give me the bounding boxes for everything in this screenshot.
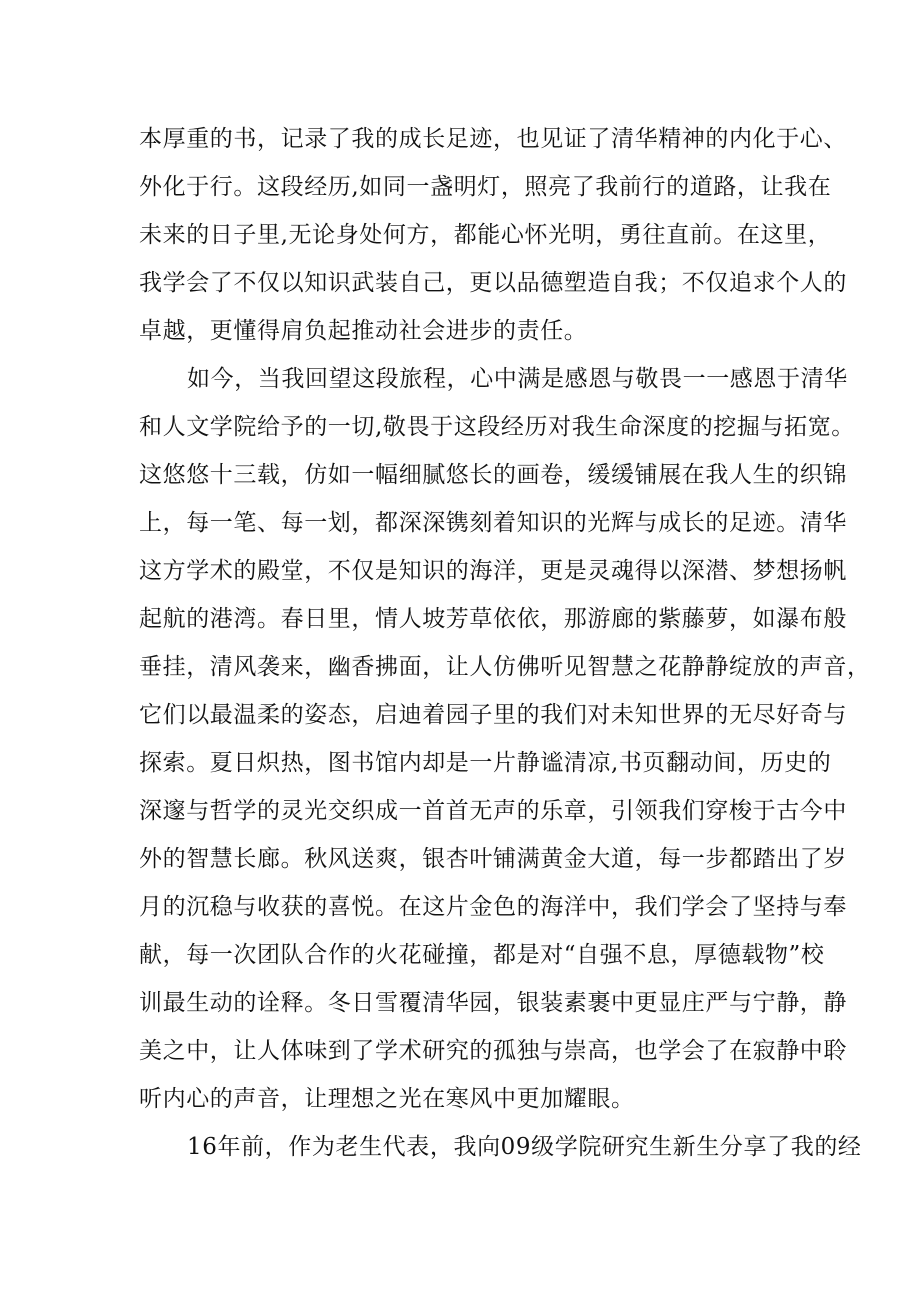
text-line: 美之中，让人体味到了学术研究的孤独与崇高，也学会了在寂静中聆 xyxy=(139,1038,847,1064)
text-line: 它们以最温柔的姿态，启迪着园子里的我们对未知世界的无尽好奇与 xyxy=(139,702,847,728)
text-line: 听内心的声音，让理想之光在寒风中更加耀眼。 xyxy=(139,1086,635,1112)
text-line: 这方学术的殿堂，不仅是知识的海洋，更是灵魂得以深潜、梦想扬帆 xyxy=(139,558,847,584)
text-line: 上，每一笔、每一划，都深深镌刻着知识的光辉与成长的足迹。清华 xyxy=(139,510,847,536)
text-line: 我学会了不仅以知识武装自己，更以品德塑造自我；不仅追求个人的 xyxy=(139,270,847,296)
text-line: 这悠悠十三载，仿如一幅细腻悠长的画卷，缓缓铺展在我人生的织锦 xyxy=(139,462,847,488)
text-line: 和人文学院给予的一切,敬畏于这段经历对我生命深度的挖掘与拓宽。 xyxy=(139,414,855,440)
text-line: 深邃与哲学的灵光交织成一首首无声的乐章，引领我们穿梭于古今中 xyxy=(139,798,847,824)
text-line: 卓越，更懂得肩负起推动社会进步的责任。 xyxy=(139,318,588,344)
text-line: 外化于行。这段经历,如同一盏明灯，照亮了我前行的道路，让我在 xyxy=(139,174,832,200)
text-line: 训最生动的诠释。冬日雪覆清华园，银装素裹中更显庄严与宁静，静 xyxy=(139,990,847,1016)
text-line: 月的沉稳与收获的喜悦。在这片金色的海洋中，我们学会了坚持与奉 xyxy=(139,894,847,920)
text-line: 探索。夏日炽热，图书馆内却是一片静谧清凉,书页翻动间，历史的 xyxy=(139,750,832,776)
text-line: 起航的港湾。春日里，情人坡芳草依依，那游廊的紫藤萝，如瀑布般 xyxy=(139,606,847,632)
text-line: 16年前，作为老生代表，我向09级学院研究生新生分享了我的经 xyxy=(187,1134,862,1160)
text-line: 如今，当我回望这段旅程，心中满是感恩与敬畏一一感恩于清华 xyxy=(187,366,848,392)
text-line: 献，每一次团队合作的火花碰撞，都是对“自强不息，厚德载物”校 xyxy=(139,942,825,968)
text-line: 垂挂，清风袭来，幽香拂面，让人仿佛听见智慧之花静静绽放的声音， xyxy=(139,654,871,680)
text-line: 外的智慧长廊。秋风送爽，银杏叶铺满黄金大道，每一步都踏出了岁 xyxy=(139,846,847,872)
text-line: 本厚重的书，记录了我的成长足迹，也见证了清华精神的内化于心、 xyxy=(139,126,847,152)
text-line: 未来的日子里,无论身处何方，都能心怀光明，勇往直前。在这里， xyxy=(139,222,832,248)
